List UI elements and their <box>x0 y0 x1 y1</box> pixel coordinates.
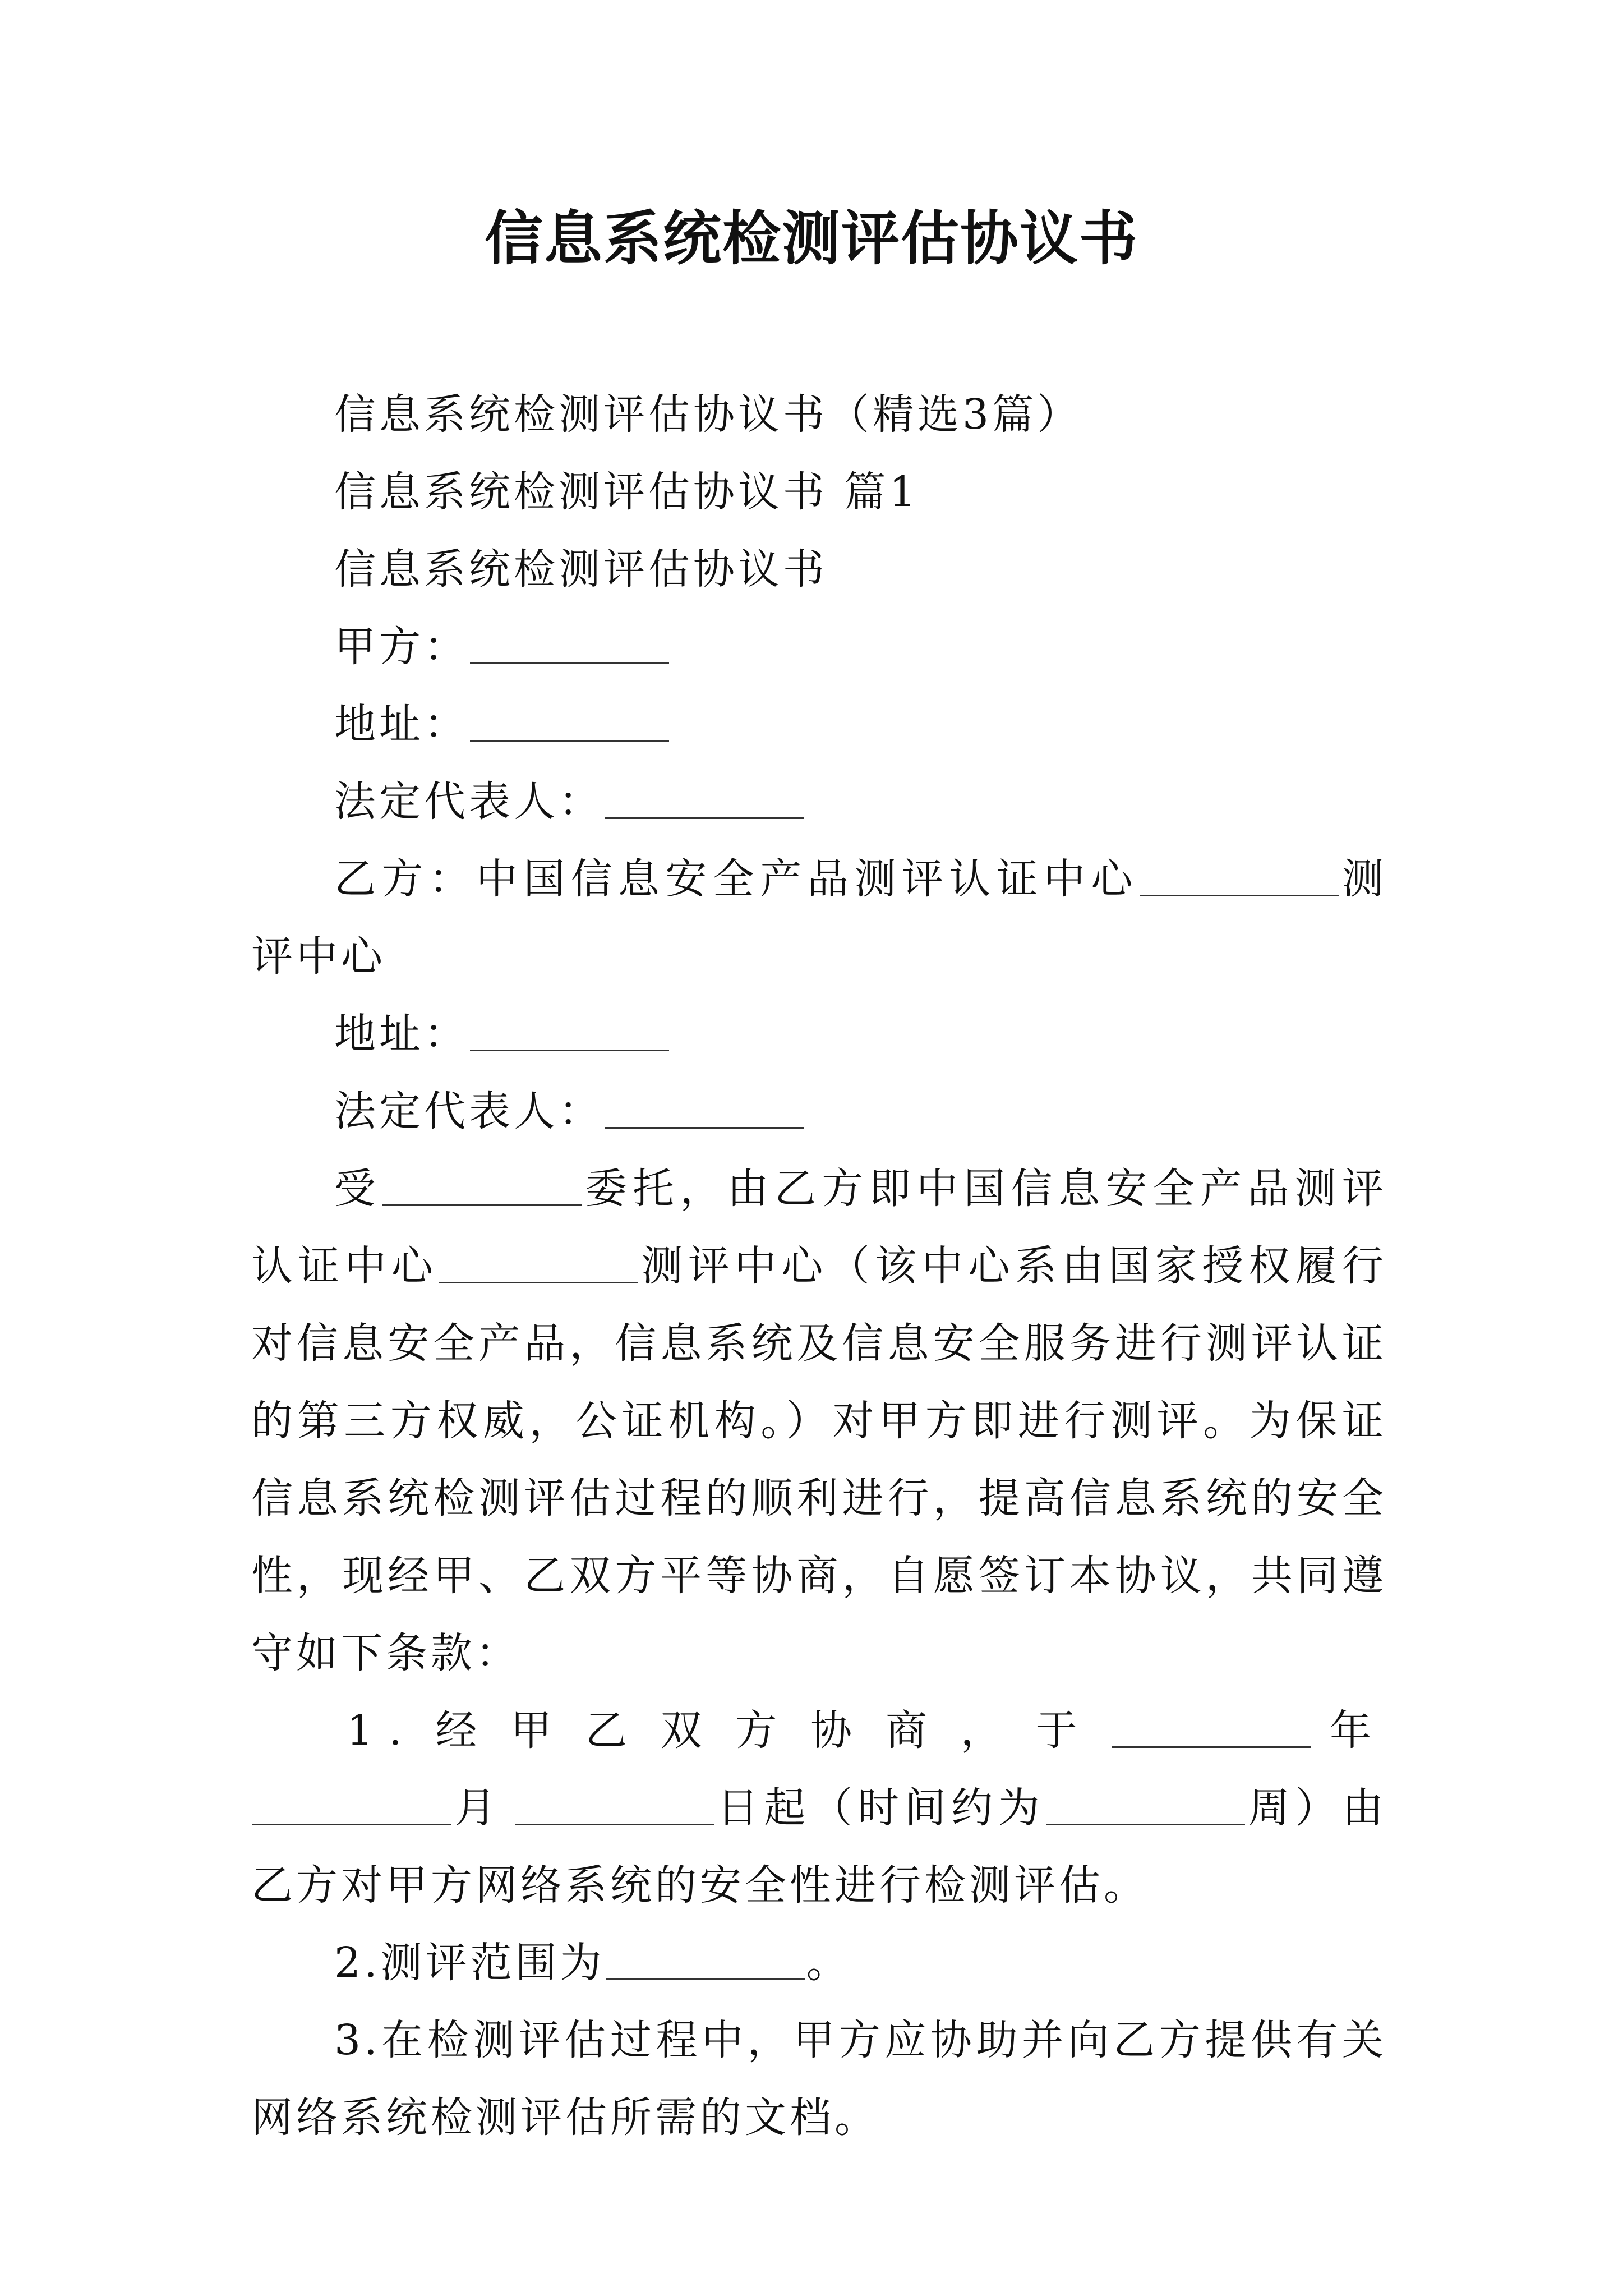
clause-1 <box>251 1692 1387 1924</box>
text-run: 1.经甲乙双方协商，于 <box>347 1706 1111 1755</box>
paragraph: 信息系统检测评估协议书 <box>334 545 828 593</box>
text-run: 2.测评范围为 <box>334 1939 605 1987</box>
fill-in-blank <box>1140 894 1339 896</box>
party-b-label: 乙方：中国信息安全产品测评认证中心 <box>334 855 1138 903</box>
address-b-line <box>251 995 1387 1073</box>
fill-in-blank <box>470 662 669 664</box>
fill-in-blank <box>439 1281 638 1283</box>
text-run: 测评中心（该中心系由国家授权履行对信息安全产品，信息系统及信息安全服务进行测评认证的第三方权威，公证机构。）对甲方即进行测评。为保证信息系统检测评估过程的顺利进行，提高信息系统的安全性，现经甲、乙双方平等协商，自愿签订本协议，共同遵守如下条款： <box>251 1242 1387 1677</box>
party-a-label: 甲方： <box>334 623 469 671</box>
address-a-label: 地址： <box>334 700 469 748</box>
text-run: 委托，由乙方即中国信息安全产品测评认证中心 <box>251 1165 1387 1290</box>
fill-in-blank <box>605 1126 804 1129</box>
text-run: 受 <box>334 1165 382 1213</box>
fill-in-blank <box>252 1823 451 1825</box>
fill-in-blank <box>1046 1823 1245 1825</box>
text-run: 月 <box>453 1784 514 1832</box>
party-a-line <box>251 608 1387 685</box>
text-run: 日起（时间约为 <box>715 1784 1045 1832</box>
paragraph: 信息系统检测评估协议书（精选3篇） <box>334 390 1082 439</box>
rep-a-line <box>251 763 1387 840</box>
party-b-line <box>251 840 1387 995</box>
address-b-label: 地址： <box>334 1010 469 1058</box>
document-body <box>251 376 1387 2156</box>
fill-in-blank <box>515 1823 714 1825</box>
entrust-paragraph <box>251 1150 1387 1692</box>
fill-in-blank <box>605 817 804 819</box>
text-run: 。 <box>806 1939 851 1987</box>
text-run: 年 <box>1312 1706 1387 1755</box>
fill-in-blank <box>1112 1746 1311 1748</box>
fill-in-blank <box>606 1978 805 1980</box>
document-title: 信息系统检测评估协议书 <box>484 204 1138 273</box>
rep-a-label: 法定代表人： <box>334 777 603 826</box>
rep-b-line <box>251 1073 1387 1150</box>
party-b-suffix: 测评中心 <box>251 855 1387 981</box>
clause-3: 3.在检测评估过程中，甲方应协助并向乙方提供有关网络系统检测评估所需的文档。 <box>251 2016 1387 2142</box>
address-a-line <box>251 685 1387 763</box>
clause-2 <box>251 1924 1387 2001</box>
fill-in-blank <box>470 739 669 742</box>
fill-in-blank <box>470 1049 669 1051</box>
text-run: 周）由乙方对甲方网络系统的安全性进行检测评估。 <box>251 1784 1387 1910</box>
paragraph: 信息系统检测评估协议书 篇1 <box>334 468 919 516</box>
fill-in-blank <box>382 1204 582 1206</box>
rep-b-label: 法定代表人： <box>334 1087 603 1135</box>
